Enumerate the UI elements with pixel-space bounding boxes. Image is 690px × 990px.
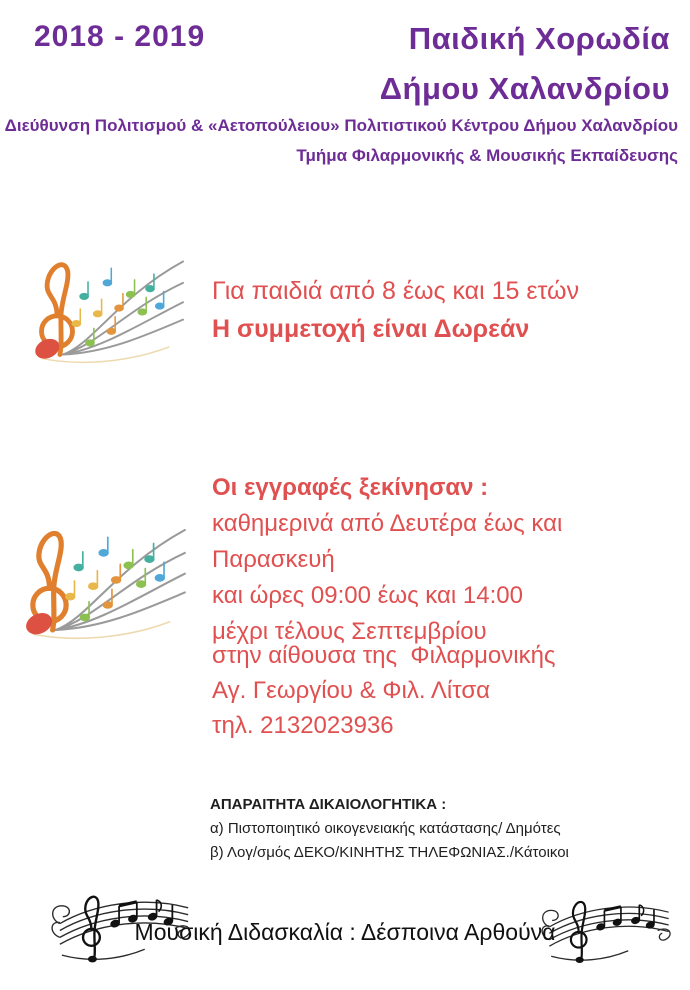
colored-notes-icon: [72, 268, 164, 346]
registration-section: [212, 470, 690, 650]
registration-hours: και ώρες 09:00 έως και 14:00: [212, 582, 523, 609]
treble-clef-icon: [32, 265, 73, 363]
title-line-1: Παιδική Χορωδία: [408, 21, 670, 56]
page-title: [380, 14, 670, 114]
documents-item-b: β) Λογ/σμός ΔΕΚΟ/ΚΙΝΗΤΗΣ ΤΗΛΕΦΩΝΙΑΣ./Κάτοικοι: [210, 844, 569, 861]
location-phone: τηλ. 2132023936: [212, 712, 394, 739]
location-address: Αγ. Γεωργίου & Φιλ. Λίτσα: [212, 677, 491, 704]
documents-heading: ΑΠΑΡΑΙΤΗΤΑ ΔΙΚΑΙΟΛΟΓΗΤΙΚΑ :: [210, 796, 447, 813]
registration-heading: Οι εγγραφές ξεκίνησαν :: [212, 474, 489, 501]
documents-item-a: α) Πιστοποιητικό οικογενειακής κατάστασης/ Δημότες: [210, 820, 561, 837]
eligibility-section: [212, 272, 579, 348]
title-line-2: Δήμου Χαλανδρίου: [379, 71, 670, 106]
documents-section: [210, 793, 569, 865]
season-years: 2018 - 2019: [34, 20, 206, 53]
registration-deadline: μέχρι τέλους Σεπτεμβρίου: [212, 618, 487, 645]
subtitle-line-2: Τμήμα Φιλαρμονικής & Μουσικής Εκπαίδευσης: [296, 146, 678, 165]
teacher-credit: Μουσική Διδασκαλία : Δέσποινα Αρθούνα: [134, 919, 556, 945]
registration-days: καθημερινά από Δευτέρα έως και Παρασκευή: [212, 510, 569, 573]
colorful-notes-illustration: [12, 513, 189, 649]
location-section: [212, 638, 556, 743]
location-hall: στην αίθουσα της Φιλαρμονικής: [212, 642, 556, 669]
colorful-notes-illustration: [22, 246, 187, 372]
subtitle-line-1: Διεύθυνση Πολιτισμού & «Αετοπούλειου» Πολιτιστικού Κέντρου Δήμου Χαλανδρίου: [4, 116, 678, 135]
subtitle: [5, 111, 678, 171]
eligibility-free: Η συμμετοχή είναι Δωρεάν: [212, 315, 530, 343]
red-note-head-icon: [32, 335, 63, 362]
eligibility-ages: Για παιδιά από 8 έως και 15 ετών: [212, 277, 580, 305]
